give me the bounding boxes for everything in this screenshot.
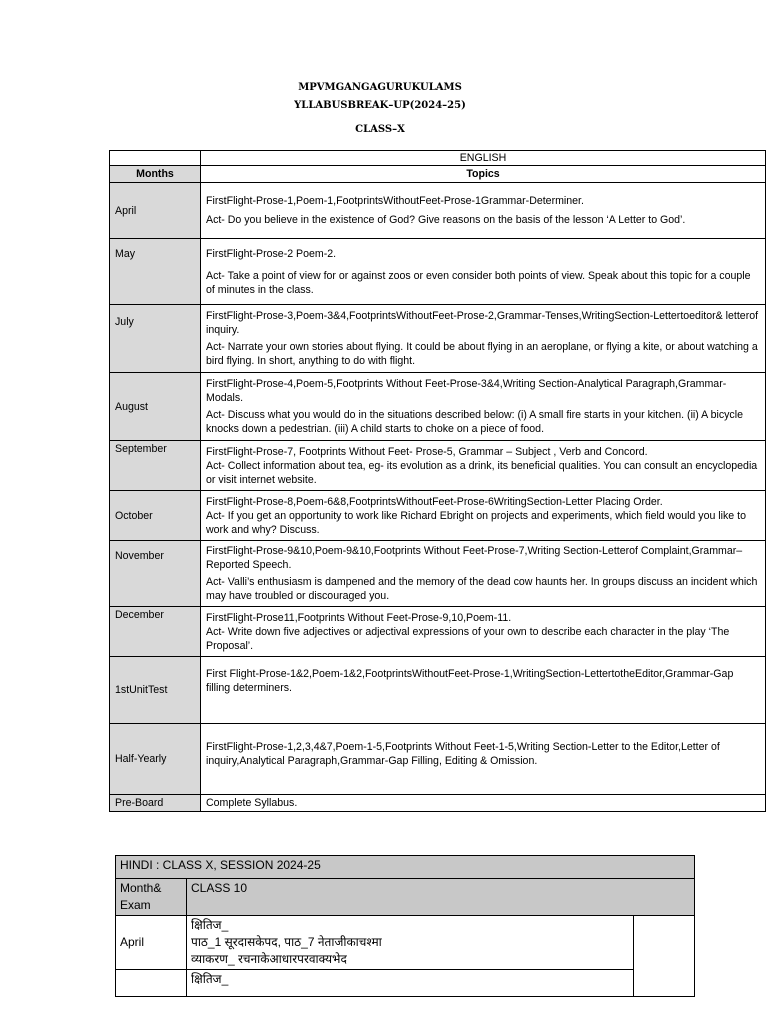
activity-line: Act- Narrate your own stories about flying. It could be about flying in an aeroplane, or flying a kite, or about watching a bird flying. In short, anything to do with flight.	[206, 341, 758, 367]
month-cell: Pre-Board	[110, 795, 201, 812]
syllabus-title: YLLABUSBREAK–UP(2024–25)	[294, 100, 466, 111]
month-cell	[116, 970, 187, 997]
months-header: Months	[110, 166, 201, 183]
table-row	[110, 607, 766, 657]
month-cell: 1stUnitTest	[115, 684, 168, 696]
table-row	[110, 239, 766, 305]
month-cell: November	[110, 541, 201, 607]
table-row	[110, 305, 766, 373]
table-row	[110, 491, 766, 541]
unit-test-cell	[110, 657, 201, 724]
activity-line: Act- Take a point of view for or against zoos or even consider both points of view. Speak about this topic for a couple of minutes in the class.	[206, 269, 751, 296]
table-row	[110, 541, 766, 607]
table-row	[110, 657, 766, 724]
topics-header: Topics	[201, 166, 766, 183]
hindi-title-row	[116, 856, 695, 879]
topics-cell	[201, 541, 766, 607]
topics-cell	[187, 970, 634, 997]
topic-line: व्याकरण_ रचनाकेआधारपरवाक्यभेद	[191, 952, 347, 966]
class-title: CLASS–X	[355, 124, 405, 135]
topic-line: पाठ_1 सूरदासकेपद, पाठ_7 नेताजीकाचश्मा	[191, 935, 382, 949]
header-row	[110, 166, 766, 183]
english-syllabus-table	[109, 150, 766, 812]
topic-line: क्षितिज_	[191, 972, 229, 986]
topic-line: FirstFlight-Prose-7, Footprints Without Feet- Prose-5, Grammar – Subject , Verb and Concord.	[206, 445, 648, 458]
table-row	[110, 795, 766, 812]
activity-line: Act- Discuss what you would do in the situations described below: (i) A small fire starts in your kitchen. (ii) A bicycle knocks down a pedestrian. (iii) A child starts to choke on a piece of food.	[206, 409, 743, 435]
topic-line: FirstFlight-Prose11,Footprints Without Feet-Prose-9,10,Poem-11.	[206, 611, 512, 624]
topic-line: Complete Syllabus.	[206, 797, 298, 809]
topics-cell	[201, 491, 766, 541]
topics-cell	[201, 724, 766, 795]
hindi-title: HINDI : CLASS X, SESSION 2024-25	[116, 856, 695, 879]
month-cell: April	[110, 183, 201, 239]
activity-line: Act- Collect information about tea, eg- its evolution as a drink, its beneficial qualities. You can consult an encyclopedia or visit internet website.	[206, 459, 758, 486]
activity-line: Act- Do you believe in the existence of God? Give reasons on the basis of the lesson ‘A Letter to God’.	[206, 214, 686, 226]
topics-cell	[201, 183, 766, 239]
hindi-syllabus-table	[115, 855, 695, 997]
topic-line: FirstFlight-Prose-2 Poem-2.	[206, 247, 337, 260]
table-row	[116, 970, 695, 997]
activity-line: Act- If you get an opportunity to work like Richard Ebright on projects and experiments, which field would you like to work and why? Discuss.	[206, 509, 746, 536]
table-row	[110, 183, 766, 239]
month-cell: July	[110, 305, 201, 373]
topics-cell	[201, 657, 766, 724]
subject-row	[110, 151, 766, 166]
subject-heading: ENGLISH	[201, 151, 766, 166]
month-cell: December	[110, 607, 201, 657]
month-cell: September	[110, 441, 201, 491]
topics-cell	[201, 239, 766, 305]
blank-cell	[634, 916, 695, 997]
topics-cell	[187, 916, 634, 970]
topics-cell	[201, 795, 766, 812]
topic-line: FirstFlight-Prose-3,Poem-3&4,FootprintsWithoutFeet-Prose-2,Grammar-Tenses,WritingSection-Lettertoeditor& letterof inquiry.	[206, 310, 759, 336]
month-cell: April	[116, 916, 187, 970]
school-title: MPVMGANGAGURUKULAMS	[298, 82, 462, 93]
table-row	[116, 916, 695, 970]
month-cell: Half-Yearly	[110, 724, 201, 795]
topic-line: क्षितिज_	[191, 918, 229, 932]
topic-line: FirstFlight-Prose-1,Poem-1,FootprintsWithoutFeet-Prose-1Grammar-Determiner.	[206, 195, 584, 207]
topic-line: FirstFlight-Prose-4,Poem-5,Footprints Without Feet-Prose-3&4,Writing Section-Analytical Paragraph,Grammar-Modals.	[206, 378, 727, 404]
month-cell: August	[110, 373, 201, 441]
topics-cell	[201, 441, 766, 491]
topics-cell	[201, 607, 766, 657]
month-exam-header: Month& Exam	[116, 879, 187, 916]
table-row	[110, 373, 766, 441]
table-row	[110, 724, 766, 795]
topic-line: FirstFlight-Prose-9&10,Poem-9&10,Footprints Without Feet-Prose-7,Writing Section-Letterof Complaint,Grammar– Reported Speech.	[206, 545, 743, 571]
activity-line: Act- Write down five adjectives or adjectival expressions of your own to describe each character in the play ‘The Proposal’.	[206, 625, 730, 652]
month-cell: October	[110, 491, 201, 541]
topics-cell	[201, 305, 766, 373]
topic-line: FirstFlight-Prose-1,2,3,4&7,Poem-1-5,Footprints Without Feet-1-5,Writing Section-Letter to the Editor,Letter of inquiry,Analytical Paragraph,Grammar-Gap Filling, Editing & Omission.	[206, 741, 720, 767]
activity-line: Act- Valli’s enthusiasm is dampened and the memory of the dead cow haunts her. In groups discuss an incident which may have troubled or discouraged you.	[206, 576, 758, 602]
topics-cell	[201, 373, 766, 441]
topic-line: FirstFlight-Prose-8,Poem-6&8,FootprintsWithoutFeet-Prose-6WritingSection-Letter Placing Order.	[206, 495, 663, 508]
month-cell: May	[110, 239, 201, 305]
class-header: CLASS 10	[187, 879, 695, 916]
table-row	[110, 441, 766, 491]
topic-line: First Flight-Prose-1&2,Poem-1&2,FootprintsWithoutFeet-Prose-1,WritingSection-LettertotheEditor,Grammar-Gap filling determiners.	[206, 668, 734, 694]
hindi-header-row	[116, 879, 695, 916]
